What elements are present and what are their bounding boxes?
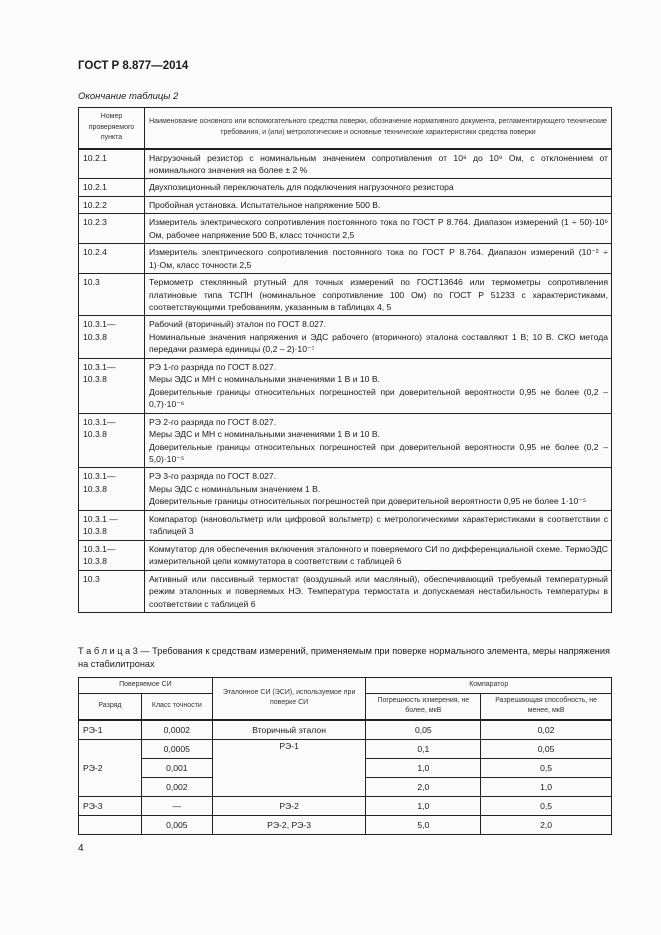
table3-caption: Т а б л и ц а 3 — Требования к средствам измерений, применяемым при поверке нормального элемента, меры напряжения на стабилитронах	[78, 646, 610, 670]
table-row	[79, 149, 612, 179]
class-cell: 0,002	[141, 777, 212, 796]
item-number-cell: 10.2.2	[79, 196, 145, 213]
header-item-description: Наименование основного или вспомогательного средства поверки, обозначение нормативного документа, регламентирующего технические требования, и (или) метрологические и основные технические характеристики средства поверки	[145, 108, 612, 149]
table-row	[79, 468, 612, 510]
item-number-cell: 10.3.1— 10.3.8	[79, 468, 145, 510]
table-header-row	[79, 108, 612, 149]
table-row	[79, 720, 612, 740]
table-body	[79, 149, 612, 613]
page-number: 4	[78, 843, 84, 854]
error-cell: 0,1	[366, 739, 481, 758]
table-row	[79, 739, 612, 758]
header-reference-instrument: Эталонное СИ (ЭСИ), используемое при поверке СИ	[212, 678, 366, 720]
header-measurement-error: Погрешность измерения, не более, мкВ	[366, 693, 481, 720]
reference-cell: РЭ-2	[212, 796, 366, 815]
item-description-cell: Измеритель электрического сопротивления постоянного тока по ГОСТ Р 8.764. Диапазон измерений (1 ÷ 50)·10⁶ Ом, рабочее напряжение 500 В, класс точности 2,5	[145, 214, 612, 244]
item-description-cell: Нагрузочный резистор с номинальным значением сопротивления от 10⁸ до 10⁹ Ом, с отклонением от номинального значения на более ± 2 %	[145, 149, 612, 179]
item-description-cell: Термометр стеклянный ртутный для точных измерений по ГОСТ13646 или термометры сопротивления платиновые типа ТСПН (номинальное сопротивление 100 Ом) по ГОСТ Р 51233 с характеристиками, соответствующими требованиям, указанным в таблицах 4, 5	[145, 274, 612, 316]
class-cell: 0,0005	[141, 739, 212, 758]
error-cell: 1,0	[366, 796, 481, 815]
item-description-cell: РЭ 1-го разряда по ГОСТ 8.027. Меры ЭДС и МН с номинальными значениями 1 В и 10 В. Доверительные границы относительных погрешностей при доверительной вероятности 0,95 не более (0,2 – 0,7)·10⁻⁶	[145, 358, 612, 413]
class-cell: 0,001	[141, 758, 212, 777]
item-number-cell: 10.3	[79, 274, 145, 316]
header-verified-instrument: Поверяемое СИ	[79, 678, 213, 694]
item-number-cell: 10.3.1 — 10.3.8	[79, 510, 145, 540]
item-number-cell: 10.3.1— 10.3.8	[79, 316, 145, 358]
reference-cell: Вторичный эталон	[212, 720, 366, 740]
item-description-cell: Компаратор (нановольтметр или цифровой вольтметр) с метрологическими характеристиками в соответствии с таблицей 3	[145, 510, 612, 540]
category-cell: РЭ-2	[79, 739, 142, 796]
item-description-cell: РЭ 2-го разряда по ГОСТ 8.027. Меры ЭДС и МН с номинальными значениями 1 В и 10 В. Доверительные границы относительных погрешностей при доверительной вероятности 0,95 не более (0,2 – 5,0)·10⁻⁵	[145, 413, 612, 468]
resolution-cell: 2,0	[481, 815, 612, 834]
table-row	[79, 510, 612, 540]
item-number-cell: 10.3.1— 10.3.8	[79, 540, 145, 570]
header-comparator: Компаратор	[366, 678, 612, 694]
measurement-means-table	[78, 677, 612, 835]
item-number-cell: 10.2.4	[79, 244, 145, 274]
table-continuation-label: Окончание таблицы 2	[78, 91, 179, 102]
error-cell: 5,0	[366, 815, 481, 834]
reference-cell: РЭ-2, РЭ-3	[212, 815, 366, 834]
table-row	[79, 214, 612, 244]
table-row	[79, 358, 612, 413]
error-cell: 0,05	[366, 720, 481, 740]
table-row	[79, 540, 612, 570]
item-description-cell: Измеритель электрического сопротивления постоянного тока по ГОСТ Р 8.764. Диапазон измерений (10⁻² ÷ 1)·Ом, класс точности 2,5	[145, 244, 612, 274]
resolution-cell: 0,5	[481, 758, 612, 777]
item-number-cell: 10.3.1— 10.3.8	[79, 358, 145, 413]
error-cell: 1,0	[366, 758, 481, 777]
class-cell: 0,0002	[141, 720, 212, 740]
category-cell: РЭ-1	[79, 720, 142, 740]
item-description-cell: РЭ 3-го разряда по ГОСТ 8.027. Меры ЭДС с номинальным значением 1 В. Доверительные границы относительных погрешностей при доверительной вероятности 0,95 не более 1·10⁻⁵	[145, 468, 612, 510]
resolution-cell: 0,05	[481, 739, 612, 758]
table-row	[79, 413, 612, 468]
item-description-cell: Рабочий (вторичный) эталон по ГОСТ 8.027. Номинальные значения напряжения и ЭДС рабочего (вторичного) эталона составляют 1 В; 10 В. СКО метода передачи размера единицы (0,2 – 2)·10⁻⁷	[145, 316, 612, 358]
class-cell: 0,005	[141, 815, 212, 834]
item-number-cell: 10.2.1	[79, 179, 145, 196]
header-accuracy-class: Класс точности	[141, 693, 212, 720]
resolution-cell: 0,02	[481, 720, 612, 740]
category-cell	[79, 815, 142, 834]
header-resolution: Разрешающая способность, не менее, мкВ	[481, 693, 612, 720]
item-number-cell: 10.2.1	[79, 149, 145, 179]
resolution-cell: 1,0	[481, 777, 612, 796]
class-cell: —	[141, 796, 212, 815]
table-row	[79, 274, 612, 316]
item-description-cell: Пробойная установка. Испытательное напряжение 500 В.	[145, 196, 612, 213]
table-row	[79, 815, 612, 834]
header-item-number: Номер проверяемого пункта	[79, 108, 145, 149]
table-row	[79, 570, 612, 612]
table-row	[79, 179, 612, 196]
document-code: ГОСТ Р 8.877—2014	[78, 60, 189, 72]
table-row	[79, 796, 612, 815]
table-row	[79, 196, 612, 213]
item-description-cell: Активный или пассивный термостат (воздушный или масляный), обеспечивающий требуемый температурный режим эталонных и поверяемых НЭ. Температура термостата и допускаемая нестабильность температуры в соответствии с таблицей 6	[145, 570, 612, 612]
table-row	[79, 244, 612, 274]
item-description-cell: Коммутатор для обеспечения включения эталонного и поверяемого СИ по дифференциальной схеме. ТермоЭДС измерительной цепи коммутатора в соответствии с таблицей 6	[145, 540, 612, 570]
header-category: Разряд	[79, 693, 142, 720]
reference-cell: РЭ-1	[212, 739, 366, 796]
verification-means-table	[78, 107, 612, 613]
table-row	[79, 316, 612, 358]
table-header-row	[79, 678, 612, 694]
resolution-cell: 0,5	[481, 796, 612, 815]
error-cell: 2,0	[366, 777, 481, 796]
item-number-cell: 10.2.3	[79, 214, 145, 244]
category-cell: РЭ-3	[79, 796, 142, 815]
item-number-cell: 10.3	[79, 570, 145, 612]
item-number-cell: 10.3.1— 10.3.8	[79, 413, 145, 468]
item-description-cell: Двухпозиционный переключатель для подключения нагрузочного резистора	[145, 179, 612, 196]
